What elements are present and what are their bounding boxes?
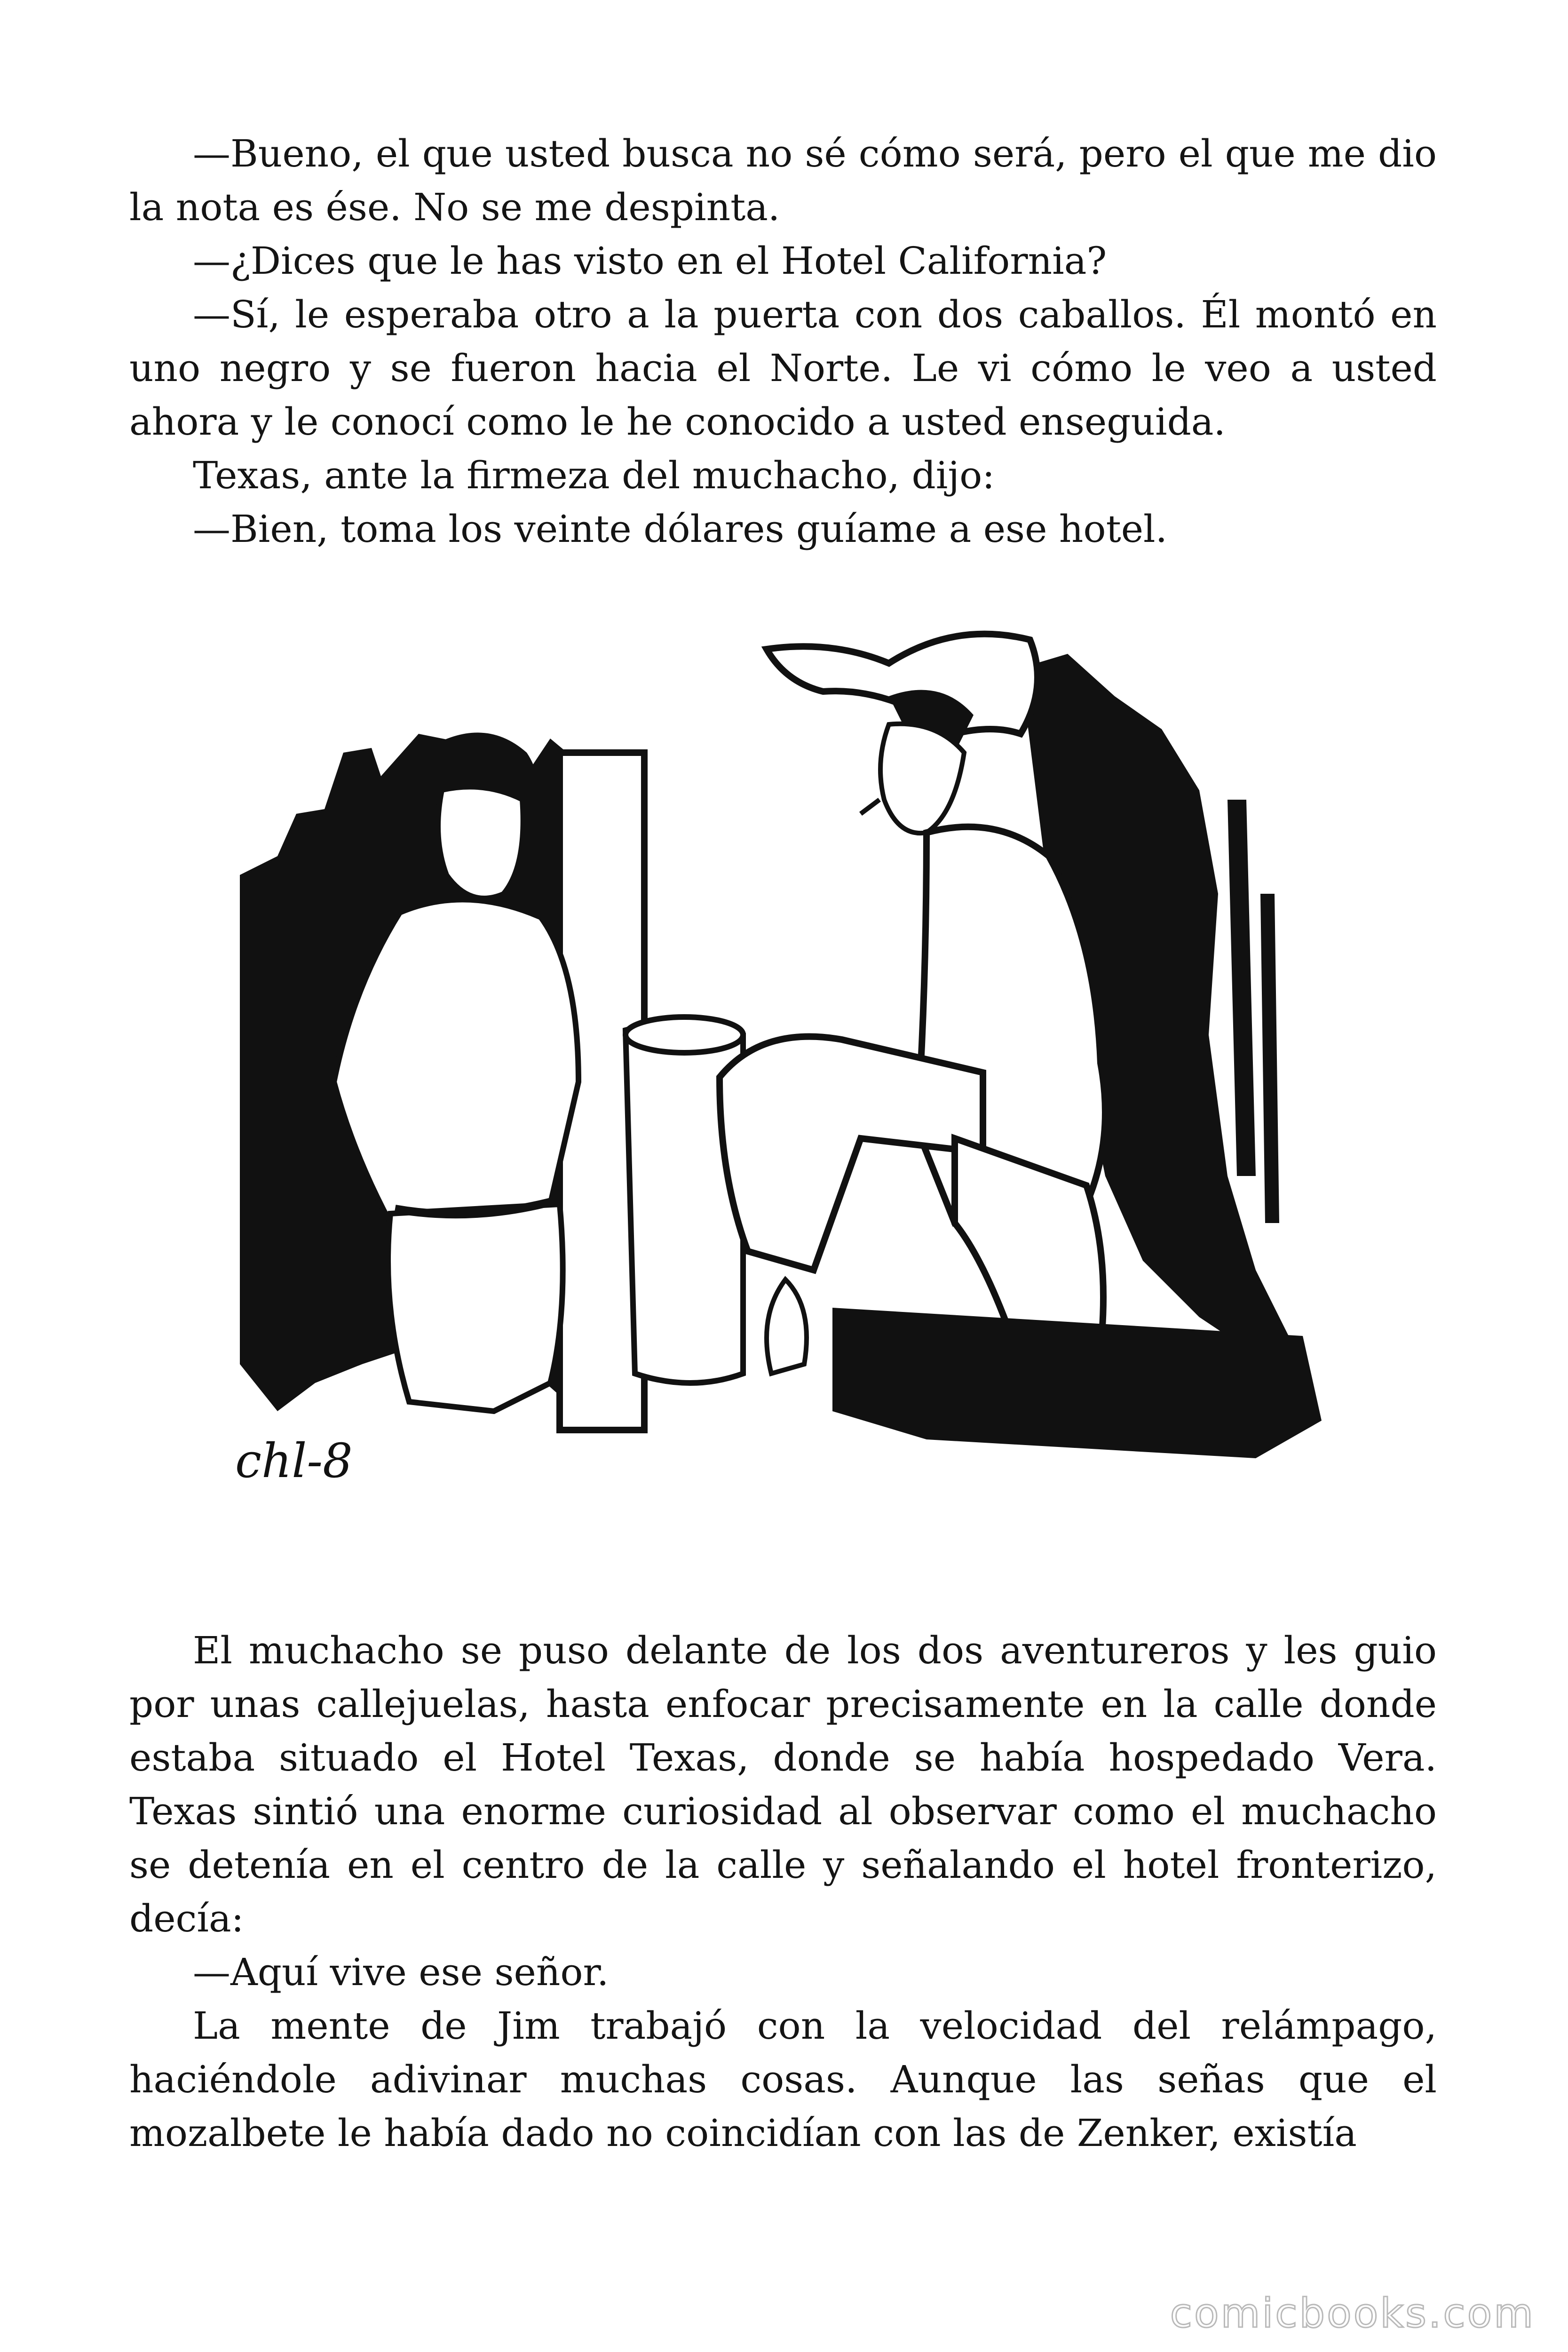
watermark: comicbooks.com [1170,2290,1535,2337]
paragraph: La mente de Jim trabajó con la velocidad del relámpago, haciéndole adivinar muchas cosas. Aunque las señas que el mozalbete le había dado no coincidían con las de Zenker, existía [129,2004,1437,2155]
paragraph: —Bien, toma los veinte dólares guíame a ese hotel. [193,507,1168,551]
paragraph: —Bueno, el que usted busca no sé cómo será, pero el que me dio la nota es ése. No se me despinta. [129,132,1437,229]
text-block-top [129,127,1437,556]
artist-signature: chl-8 [235,1433,353,1488]
cowboy-cigarette [861,800,879,814]
paragraph: El muchacho se puso delante de los dos aventureros y les guio por unas callejuelas, hasta enfocar precisamente en la calle donde estaba situado el Hotel Texas, donde se había hospedado Vera. Texas sintió una enorme curiosidad al observar como el muchacho se detenía en el centro de la calle y señalando el hotel fronterizo, decía: [129,1629,1437,1940]
illustration-boy-and-cowboy [221,612,1369,1581]
background-right-stripes [1227,800,1279,1223]
paragraph: —Aquí vive ese señor. [193,1950,609,1994]
text-block-bottom [129,1624,1437,2160]
paragraph: —¿Dices que le has visto en el Hotel California? [193,239,1107,283]
boy-shorts [388,1204,563,1411]
paragraph: —Sí, le esperaba otro a la puerta con dos caballos. Él montó en uno negro y se fueron hacia el Norte. Le vi cómo le veo a usted ahora y le conocí como le he conocido a usted enseguida. [129,293,1437,444]
boy-face [438,787,523,898]
paragraph: Texas, ante la firmeza del muchacho, dijo: [193,453,995,497]
cowboy-face [880,724,964,833]
cowboy-hand [767,1279,807,1374]
bucket-rim [626,1017,743,1053]
